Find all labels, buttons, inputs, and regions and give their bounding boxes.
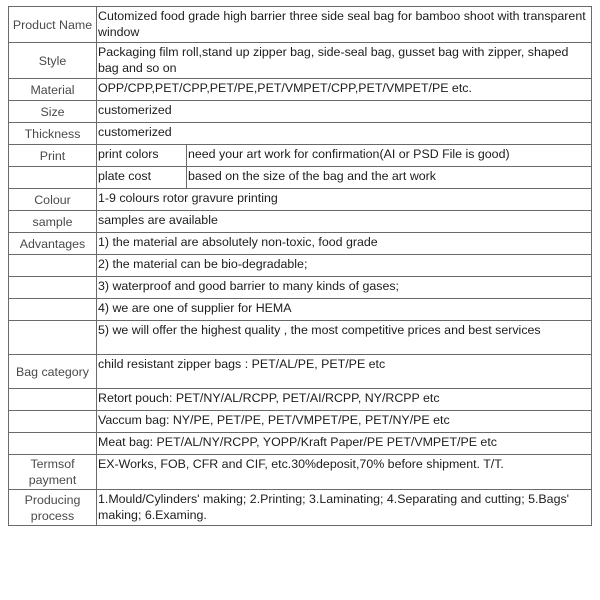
row-material: [9, 79, 592, 101]
label-advantages-empty-2: [9, 255, 97, 277]
row-sample: [9, 211, 592, 233]
row-bag-category-3: [9, 411, 592, 433]
row-producing-process: [9, 490, 592, 526]
value-terms-of-payment: EX-Works, FOB, CFR and CIF, etc.30%deposit,70% before shipment. T/T.: [97, 455, 592, 490]
row-size: [9, 101, 592, 123]
row-advantage-4: [9, 299, 592, 321]
value-advantage-5: 5) we will offer the highest quality , the most competitive prices and best services: [97, 321, 592, 355]
row-terms-of-payment: [9, 455, 592, 490]
row-print-colors: [9, 145, 592, 167]
value-producing-process: 1.Mould/Cylinders' making; 2.Printing; 3.Laminating; 4.Separating and cutting; 5.Bags' making; 6.Examing.: [97, 490, 592, 526]
label-print-empty: [9, 167, 97, 189]
row-product-name: [9, 7, 592, 43]
label-size: Size: [9, 101, 97, 123]
row-bag-category-2: [9, 389, 592, 411]
row-advantage-5: [9, 321, 592, 355]
label-terms-of-payment: Termsof payment: [9, 455, 97, 490]
label-product-name: Product Name: [9, 7, 97, 43]
row-plate-cost: [9, 167, 592, 189]
value-plate-cost: based on the size of the bag and the art work: [187, 167, 592, 189]
value-bag-category-2: Retort pouch: PET/NY/AL/RCPP, PET/AI/RCPP, NY/RCPP etc: [97, 389, 592, 411]
label-advantages-empty-3: [9, 277, 97, 299]
label-sample: sample: [9, 211, 97, 233]
row-bag-category-1: [9, 355, 592, 389]
label-print: Print: [9, 145, 97, 167]
row-advantage-1: [9, 233, 592, 255]
value-sample: samples are available: [97, 211, 592, 233]
label-bag-category-empty-4: [9, 433, 97, 455]
label-colour: Colour: [9, 189, 97, 211]
value-advantage-2: 2) the material can be bio-degradable;: [97, 255, 592, 277]
value-bag-category-3: Vaccum bag: NY/PE, PET/PE, PET/VMPET/PE, PET/NY/PE etc: [97, 411, 592, 433]
label-advantages-empty-4: [9, 299, 97, 321]
row-bag-category-4: [9, 433, 592, 455]
row-advantage-3: [9, 277, 592, 299]
value-material: OPP/CPP,PET/CPP,PET/PE,PET/VMPET/CPP,PET/VMPET/PE etc.: [97, 79, 592, 101]
value-bag-category-4: Meat bag: PET/AL/NY/RCPP, YOPP/Kraft Paper/PE PET/VMPET/PE etc: [97, 433, 592, 455]
row-style: [9, 43, 592, 79]
value-size: customerized: [97, 101, 592, 123]
product-spec-table: [8, 6, 592, 526]
value-print-colors: need your art work for confirmation(AI or PSD File is good): [187, 145, 592, 167]
row-advantage-2: [9, 255, 592, 277]
row-colour: [9, 189, 592, 211]
label-bag-category-empty-2: [9, 389, 97, 411]
label-advantages: Advantages: [9, 233, 97, 255]
label-advantages-empty-5: [9, 321, 97, 355]
label-thickness: Thickness: [9, 123, 97, 145]
key-print-colors: print colors: [97, 145, 187, 167]
label-bag-category: Bag category: [9, 355, 97, 389]
value-advantage-1: 1) the material are absolutely non-toxic, food grade: [97, 233, 592, 255]
row-thickness: [9, 123, 592, 145]
label-material: Material: [9, 79, 97, 101]
value-advantage-4: 4) we are one of supplier for HEMA: [97, 299, 592, 321]
value-thickness: customerized: [97, 123, 592, 145]
label-bag-category-empty-3: [9, 411, 97, 433]
value-advantage-3: 3) waterproof and good barrier to many kinds of gases;: [97, 277, 592, 299]
value-bag-category-1: child resistant zipper bags : PET/AL/PE, PET/PE etc: [97, 355, 592, 389]
value-colour: 1-9 colours rotor gravure printing: [97, 189, 592, 211]
value-style: Packaging film roll,stand up zipper bag, side-seal bag, gusset bag with zipper, shaped bag and so on: [97, 43, 592, 79]
key-plate-cost: plate cost: [97, 167, 187, 189]
label-style: Style: [9, 43, 97, 79]
value-product-name: Cutomized food grade high barrier three side seal bag for bamboo shoot with transparent window: [97, 7, 592, 43]
label-producing-process: Producing process: [9, 490, 97, 526]
